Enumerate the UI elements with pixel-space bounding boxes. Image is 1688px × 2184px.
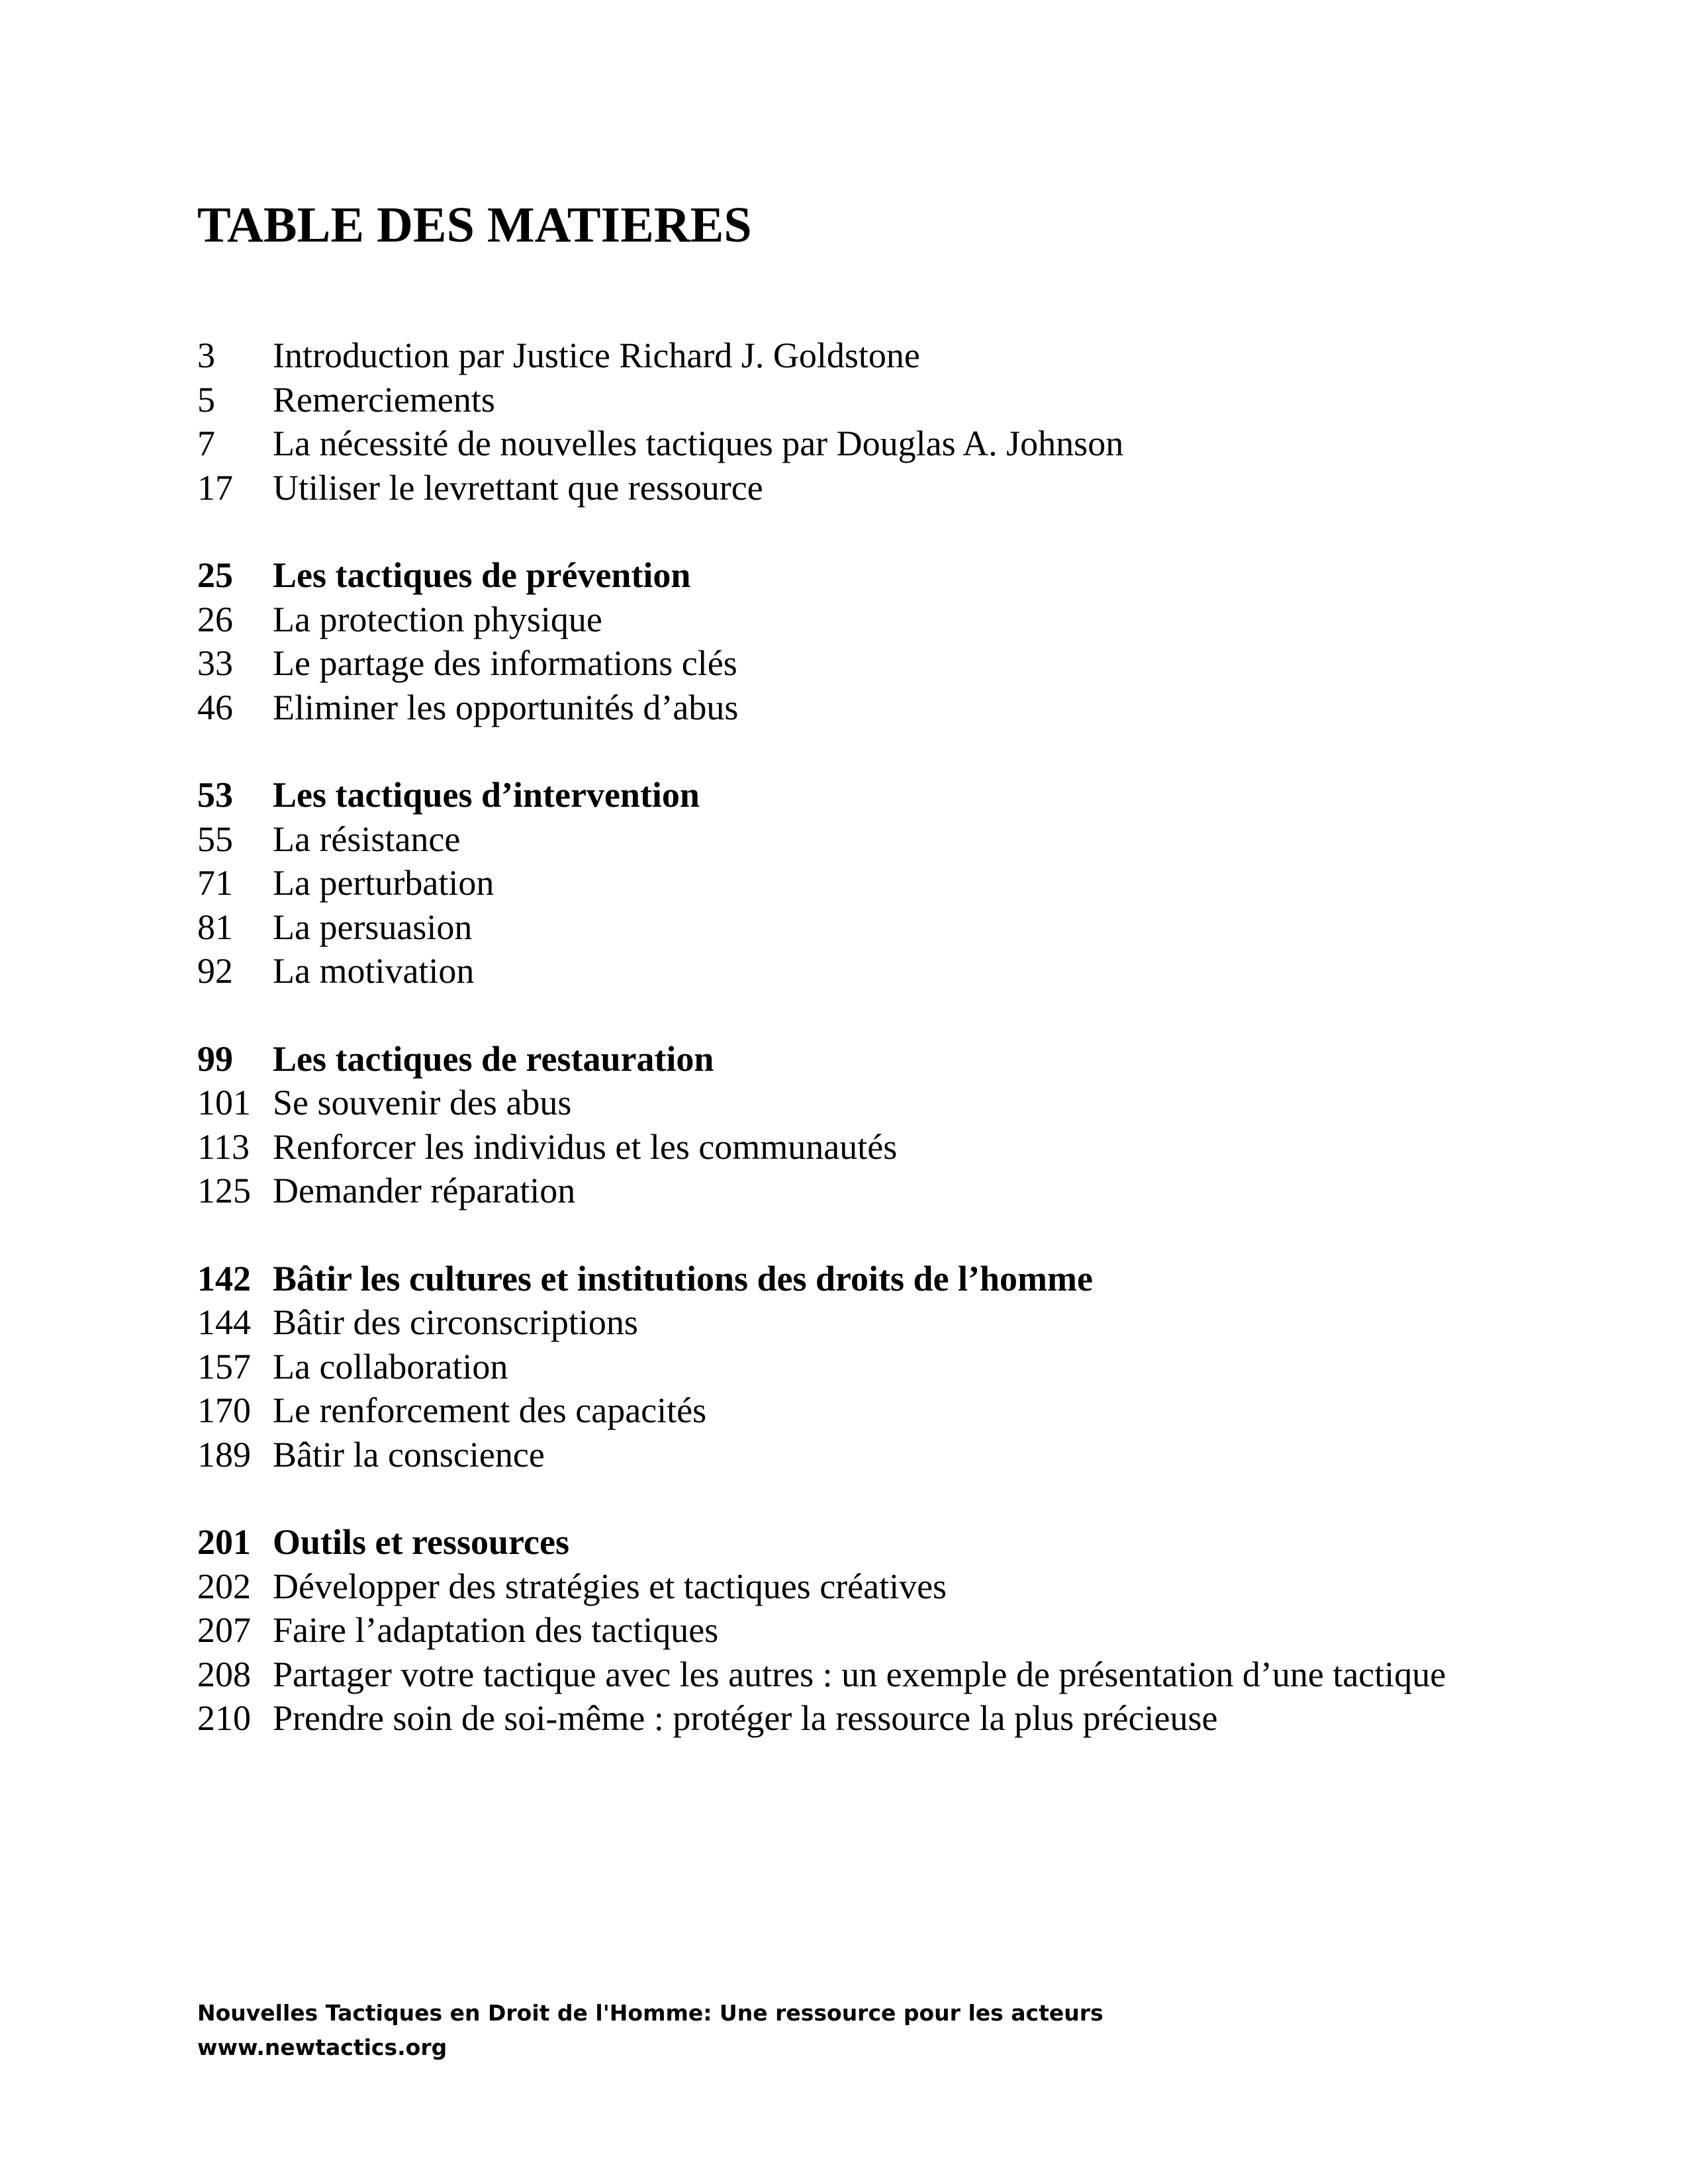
toc-entry-title: Bâtir la conscience <box>273 1434 545 1475</box>
toc-page-number: 202 <box>197 1566 251 1606</box>
toc-entry <box>197 1300 1521 1345</box>
toc-section-heading <box>197 1520 1521 1565</box>
toc-entry-title: La perturbation <box>273 863 494 903</box>
toc-heading-title: Les tactiques de restauration <box>273 1038 714 1079</box>
toc-entry <box>197 1345 1521 1389</box>
toc-page-number: 208 <box>197 1654 251 1694</box>
toc-page-number: 33 <box>197 643 233 683</box>
table-of-contents <box>197 334 1521 1784</box>
toc-entry-title: Demander réparation <box>273 1171 576 1210</box>
toc-section-heading <box>197 1037 1521 1081</box>
toc-entry <box>197 861 1521 905</box>
toc-page-number: 5 <box>197 379 215 420</box>
toc-page-number: 71 <box>197 863 233 903</box>
toc-heading-title: Bâtir les cultures et institutions des droits de l’homme <box>273 1258 1093 1298</box>
toc-entry <box>197 905 1521 950</box>
toc-entry-title: Bâtir des circonscriptions <box>273 1302 638 1342</box>
toc-entry <box>197 817 1521 862</box>
toc-page-number: 55 <box>197 819 233 859</box>
toc-entry-title: Remerciements <box>273 379 495 420</box>
toc-entry-title: Renforcer les individus et les communautés <box>273 1126 898 1167</box>
page-footer <box>197 1996 1103 2065</box>
toc-entry <box>197 686 1521 730</box>
toc-entry <box>197 1608 1521 1653</box>
toc-entry <box>197 1388 1521 1433</box>
toc-entry <box>197 378 1521 422</box>
toc-entry <box>197 641 1521 686</box>
toc-entry-title: Partager votre tactique avec les autres : un exemple de présentation d’une tactique <box>273 1654 1446 1694</box>
toc-page-number: 142 <box>197 1258 251 1298</box>
toc-entry <box>197 1653 1521 1697</box>
toc-page-number: 125 <box>197 1171 251 1210</box>
toc-entry-title: Faire l’adaptation des tactiques <box>273 1610 719 1650</box>
toc-entry-title: La motivation <box>273 951 475 991</box>
toc-page-number: 99 <box>197 1038 233 1079</box>
toc-entry <box>197 422 1521 466</box>
toc-heading-title: Les tactiques d’intervention <box>273 775 700 815</box>
toc-entry-title: Le renforcement des capacités <box>273 1390 707 1430</box>
toc-entry <box>197 949 1521 993</box>
toc-page-number: 189 <box>197 1434 251 1475</box>
toc-section <box>197 1037 1521 1213</box>
toc-entry <box>197 1565 1521 1609</box>
toc-section <box>197 334 1521 510</box>
toc-page-number: 53 <box>197 775 233 815</box>
toc-page-number: 7 <box>197 424 215 463</box>
toc-section <box>197 553 1521 729</box>
toc-page-number: 92 <box>197 951 233 991</box>
toc-page-number: 201 <box>197 1522 251 1562</box>
toc-entry <box>197 1696 1521 1741</box>
toc-entry-title: Introduction par Justice Richard J. Goldstone <box>273 336 920 375</box>
toc-page-number: 113 <box>197 1126 250 1167</box>
toc-entry-title: Eliminer les opportunités d’abus <box>273 687 739 727</box>
footer-website: www.newtactics.org <box>197 2034 447 2060</box>
toc-entry <box>197 598 1521 642</box>
toc-entry-title: La persuasion <box>273 907 473 947</box>
toc-page-number: 46 <box>197 687 233 727</box>
toc-entry-title: Se souvenir des abus <box>273 1083 572 1122</box>
toc-entry <box>197 1125 1521 1169</box>
toc-page-number: 26 <box>197 599 233 639</box>
toc-entry-title: La nécessité de nouvelles tactiques par Douglas A. Johnson <box>273 424 1124 463</box>
page-title: TABLE DES MATIERES <box>197 197 752 253</box>
toc-entry-title: La collaboration <box>273 1346 508 1387</box>
toc-entry <box>197 334 1521 378</box>
toc-entry-title: Développer des stratégies et tactiques créatives <box>273 1566 947 1606</box>
toc-page-number: 25 <box>197 555 233 595</box>
toc-section <box>197 773 1521 993</box>
toc-entry <box>197 1169 1521 1213</box>
footer-publication-title: Nouvelles Tactiques en Droit de l'Homme: Une ressource pour les acteurs <box>197 2000 1103 2026</box>
toc-entry <box>197 466 1521 510</box>
toc-section <box>197 1257 1521 1477</box>
toc-section-heading <box>197 773 1521 817</box>
toc-section-heading <box>197 1257 1521 1301</box>
toc-entry-title: La résistance <box>273 819 461 859</box>
toc-entry <box>197 1081 1521 1125</box>
toc-entry <box>197 1433 1521 1477</box>
toc-page-number: 101 <box>197 1083 251 1122</box>
toc-entry-title: La protection physique <box>273 599 602 639</box>
toc-entry-title: Prendre soin de soi-même : protéger la ressource la plus précieuse <box>273 1698 1218 1738</box>
toc-page-number: 210 <box>197 1698 251 1738</box>
toc-entry-title: Utiliser le levrettant que ressource <box>273 467 763 508</box>
toc-heading-title: Outils et ressources <box>273 1522 569 1562</box>
toc-page-number: 207 <box>197 1610 251 1650</box>
toc-heading-title: Les tactiques de prévention <box>273 555 691 595</box>
toc-page-number: 17 <box>197 467 233 508</box>
toc-page-number: 3 <box>197 336 215 375</box>
toc-page-number: 144 <box>197 1302 251 1342</box>
toc-page-number: 170 <box>197 1390 251 1430</box>
toc-page-number: 81 <box>197 907 233 947</box>
toc-section <box>197 1520 1521 1741</box>
toc-entry-title: Le partage des informations clés <box>273 643 737 683</box>
toc-section-heading <box>197 553 1521 598</box>
toc-page-number: 157 <box>197 1346 251 1387</box>
